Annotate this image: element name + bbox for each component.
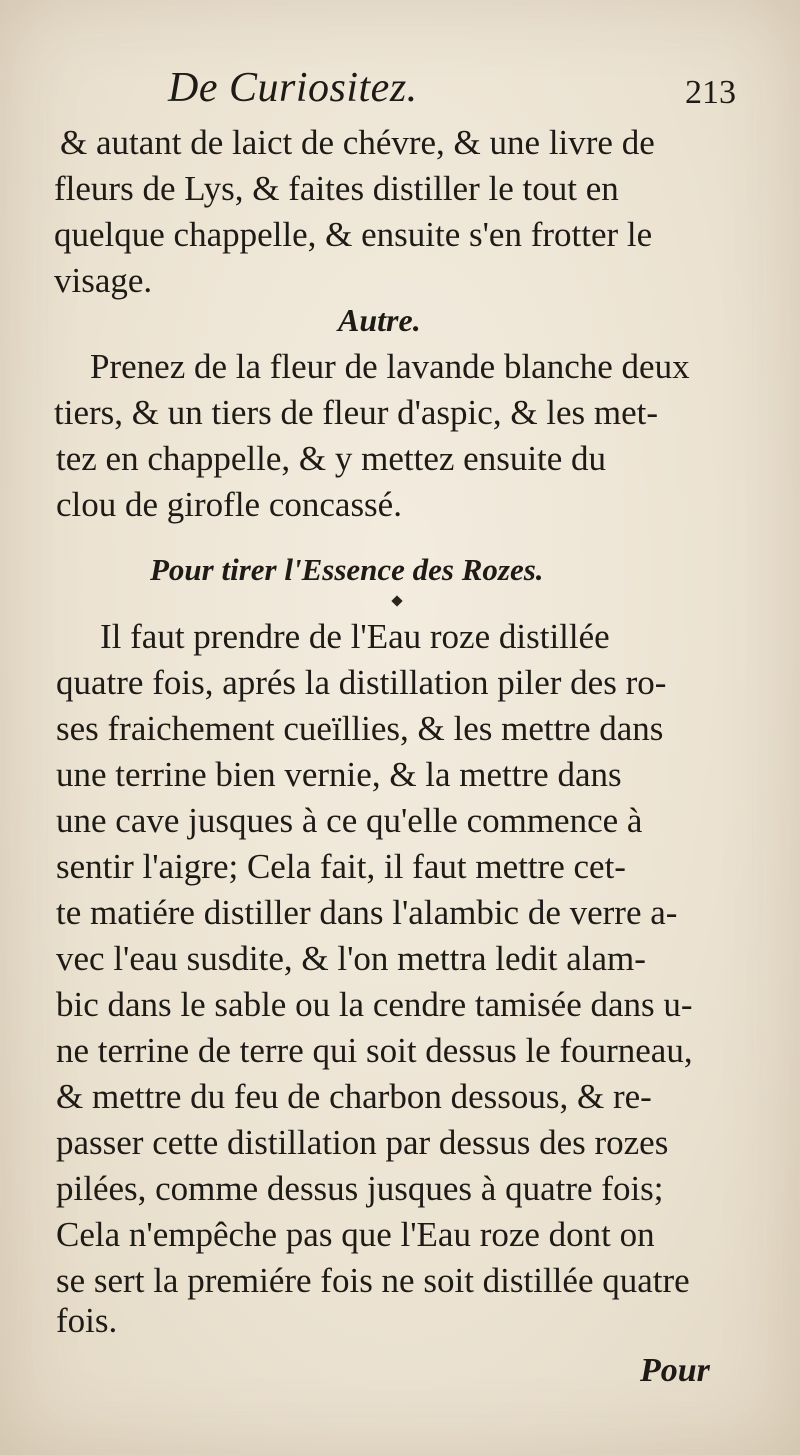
text-line: ses fraichement cueïllies, & les mettre dans: [56, 709, 664, 748]
text-line: une cave jusques à ce qu'elle commence à: [56, 801, 643, 840]
catchword: Pour: [640, 1352, 710, 1389]
text-line: une terrine bien vernie, & la mettre dans: [56, 755, 622, 794]
page-number: 213: [685, 74, 736, 111]
text-line: quatre fois, aprés la distillation piler des ro-: [56, 663, 667, 702]
text-line: te matiére distiller dans l'alambic de verre a-: [56, 893, 678, 932]
text-line: quelque chappelle, & ensuite s'en frotter le: [54, 215, 653, 254]
text-line: fois.: [56, 1301, 118, 1340]
text-line: bic dans le sable ou la cendre tamisée dans u-: [56, 985, 693, 1024]
text-line: tez en chappelle, & y mettez ensuite du: [56, 439, 607, 478]
text-line: & mettre du feu de charbon dessous, & re-: [56, 1077, 652, 1116]
ornament-dot: [391, 595, 402, 606]
text-line: sentir l'aigre; Cela fait, il faut mettre cet-: [56, 847, 626, 886]
running-head: De Curiositez.: [168, 65, 418, 111]
text-line: passer cette distillation par dessus des rozes: [56, 1123, 669, 1162]
text-line: Cela n'empêche pas que l'Eau roze dont on: [56, 1215, 655, 1254]
text-line: & autant de laict de chévre, & une livre de: [60, 123, 655, 162]
text-line: tiers, & un tiers de fleur d'aspic, & les met-: [54, 393, 659, 432]
text-line: vec l'eau susdite, & l'on mettra ledit alam-: [56, 939, 646, 978]
page-header: [0, 64, 800, 124]
text-line: ne terrine de terre qui soit dessus le fourneau,: [56, 1031, 693, 1070]
heading-essence: Pour tirer l'Essence des Rozes.: [150, 552, 544, 587]
text-line: fleurs de Lys, & faites distiller le tout en: [54, 169, 619, 208]
text-line: Il faut prendre de l'Eau roze distillée: [100, 617, 610, 656]
text-line: visage.: [54, 261, 153, 300]
text-line: pilées, comme dessus jusques à quatre fois;: [56, 1169, 664, 1208]
text-line: se sert la premiére fois ne soit distillée quatre: [56, 1261, 690, 1300]
text-line: clou de girofle concassé.: [56, 485, 402, 524]
text-line: Prenez de la fleur de lavande blanche deux: [90, 347, 690, 386]
heading-autre: Autre.: [338, 302, 421, 338]
